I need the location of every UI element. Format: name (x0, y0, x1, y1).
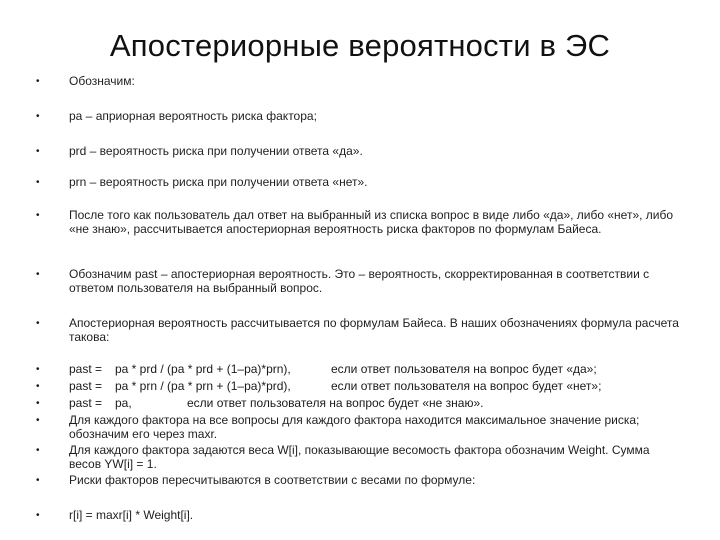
slide-title: Апостериорные вероятности в ЭС (109, 28, 611, 63)
formula-lhs: past = (69, 379, 103, 393)
formula-condition: если ответ пользователя на вопрос будет «да»; (331, 362, 597, 376)
formula-lhs: past = (69, 362, 103, 376)
formula-expression: pa * prd / (pa * prd + (1–pa)*prn), (115, 362, 291, 376)
bullet-icon: • (36, 76, 40, 87)
bullet-icon: • (36, 177, 40, 188)
bullet-icon: • (36, 445, 40, 456)
bullet-icon: • (36, 381, 40, 392)
list-item-text: pa – априорная вероятность риска фактора; (69, 109, 317, 123)
list-item-text: Обозначим past – апостериорная вероятность. Это – вероятность, скорректированная в соответствии с ответом пользователя на выбранный вопрос. (69, 267, 650, 295)
list-item-text: Обозначим: (69, 74, 135, 88)
bullet-icon: • (36, 111, 40, 122)
bullet-icon: • (36, 269, 40, 280)
bullet-icon: • (36, 475, 40, 486)
list-item-text: r[i] = maxr[i] * Weight[i]. (69, 508, 194, 522)
bullet-icon: • (36, 415, 40, 426)
list-item-text: Риски факторов пересчитываются в соответствии с весами по формуле: (69, 473, 476, 487)
bullet-icon: • (36, 510, 40, 521)
list-item-text: prn – вероятность риска при получении ответа «нет». (69, 175, 368, 189)
formula-condition: если ответ пользователя на вопрос будет «нет»; (331, 379, 602, 393)
bullet-icon: • (36, 210, 40, 221)
list-item-text: После того как пользователь дал ответ на выбранный из списка вопрос в виде либо «да», либо «нет», либо «не знаю», рассчитывается апостериорная вероятность риска факторов по формулам Байеса. (69, 208, 674, 236)
bullet-icon: • (36, 146, 40, 157)
formula-lhs: past = (69, 396, 103, 410)
bullet-icon: • (36, 364, 40, 375)
bullet-icon: • (36, 318, 40, 329)
formula-expression: pa, (115, 396, 132, 410)
list-item-text: Апостериорная вероятность рассчитывается по формулам Байеса. В наших обозначениях формула расчета такова: (69, 316, 679, 344)
list-item-text: Для каждого фактора задаются веса W[i], показывающие весомость фактора обозначим Weight. Сумма весов ΥW[i] = 1. (69, 443, 650, 471)
list-item-text: Для каждого фактора на все вопросы для каждого фактора находится максимальное значение риска; обозначим его через maxr. (69, 413, 640, 441)
list-item-text: prd – вероятность риска при получении ответа «да». (69, 144, 363, 158)
bullet-icon: • (36, 398, 40, 409)
formula-expression: pa * prn / (pa * prn + (1–pa)*prd), (115, 379, 291, 393)
formula-condition: если ответ пользователя на вопрос будет «не знаю». (187, 396, 484, 410)
